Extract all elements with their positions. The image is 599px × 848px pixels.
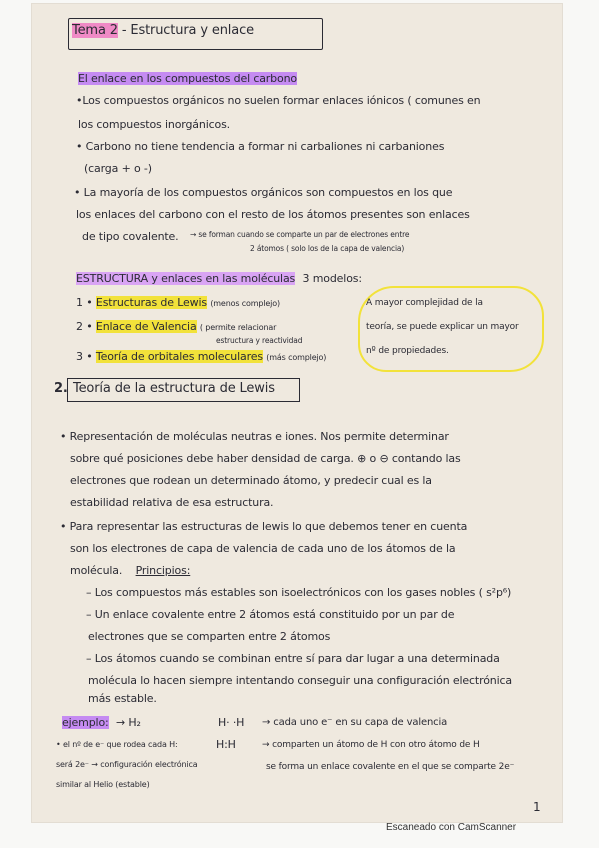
section2-line-1: • Representación de moléculas neutras e iones. Nos permite determinar	[60, 430, 449, 443]
structures-heading: ESTRUCTURA y enlaces en las moléculas 3 modelos:	[76, 272, 362, 285]
section2-line-5: • Para representar las estructuras de lewis lo que debemos tener en cuenta	[60, 520, 468, 533]
example-col1-2: será 2e⁻ → configuración electrónica	[56, 760, 198, 769]
example-col3-1: → cada uno e⁻ en su capa de valencia	[262, 717, 448, 728]
page-number: 1	[533, 800, 541, 814]
principle-3: – Los átomos cuando se combinan entre sí para dar lugar a una determinada	[86, 652, 500, 665]
example-col1-3: similar al Helio (estable)	[56, 780, 150, 789]
section2-heading: Teoría de la estructura de Lewis	[73, 381, 275, 396]
section2-line-3: electrones que rodean un determinado átomo, y predecir cual es la	[70, 474, 432, 487]
section1-line-4: (carga + o -)	[84, 162, 152, 175]
model-2: 2 • Enlace de Valencia ( permite relacionar	[76, 320, 277, 333]
section1-note-1: → se forman cuando se comparte un par de electrones entre	[190, 230, 410, 239]
cloud-line-3: nº de propiedades.	[366, 346, 449, 356]
section2-number: 2.	[54, 381, 68, 396]
section1-line-5: • La mayoría de los compuestos orgánicos son compuestos en los que	[74, 186, 453, 199]
example-h-colon: H:H	[216, 738, 236, 751]
example-col3-2: → comparten un átomo de H con otro átomo de H	[262, 740, 480, 750]
section2-line-7: molécula. Principios:	[70, 564, 191, 577]
section2-line-6: son los electrones de capa de valencia de cada uno de los átomos de la	[70, 542, 456, 555]
model-1: 1 • Estructuras de Lewis (menos complejo)	[76, 296, 280, 309]
scanner-watermark: Escaneado con CamScanner	[386, 822, 517, 833]
example-col3-3: se forma un enlace covalente en el que se comparte 2e⁻	[266, 762, 515, 772]
section1-line-6: los enlaces del carbono con el resto de los átomos presentes son enlaces	[76, 208, 470, 221]
section2-line-2: sobre qué posiciones debe haber densidad de carga. ⊕ o ⊖ contando las	[70, 452, 461, 465]
principle-3-cont2: más estable.	[88, 692, 157, 705]
example-col1-1: • el nº de e⁻ que rodea cada H:	[56, 740, 178, 749]
principle-2: – Un enlace covalente entre 2 átomos está constituido por un par de	[86, 608, 455, 621]
subject-label: - Estructura y enlace	[121, 23, 254, 38]
section1-line-1: •Los compuestos orgánicos no suelen formar enlaces iónicos ( comunes en	[76, 94, 481, 107]
section2-line-4: estabilidad relativa de esa estructura.	[70, 496, 274, 509]
topic-label: Tema 2	[72, 23, 118, 38]
principle-2-cont: electrones que se comparten entre 2 átomos	[88, 630, 331, 643]
example-h-dots: H· ·H	[218, 716, 245, 729]
principle-3-cont: molécula lo hacen siempre intentando conseguir una configuración electrónica	[88, 674, 513, 687]
example-label: ejemplo: → H₂	[62, 716, 141, 729]
section1-note-2: 2 átomos ( solo los de la capa de valencia)	[250, 244, 405, 253]
section1-line-7: de tipo covalente.	[82, 230, 179, 243]
title	[72, 24, 254, 38]
section1-heading: El enlace en los compuestos del carbono	[78, 72, 297, 85]
model-2-note: estructura y reactividad	[216, 336, 303, 345]
principle-1: – Los compuestos más estables son isoelectrónicos con los gases nobles ( s²p⁶)	[86, 586, 512, 599]
model-3: 3 • Teoría de orbitales moleculares (más complejo)	[76, 350, 327, 363]
cloud-line-2: teoría, se puede explicar un mayor	[366, 322, 519, 332]
cloud-line-1: A mayor complejidad de la	[366, 298, 483, 308]
principles-label: Principios:	[135, 564, 191, 577]
section1-line-2: los compuestos inorgánicos.	[78, 118, 231, 131]
section1-line-3: • Carbono no tiene tendencia a formar ni carbaliones ni carbaniones	[76, 140, 445, 153]
